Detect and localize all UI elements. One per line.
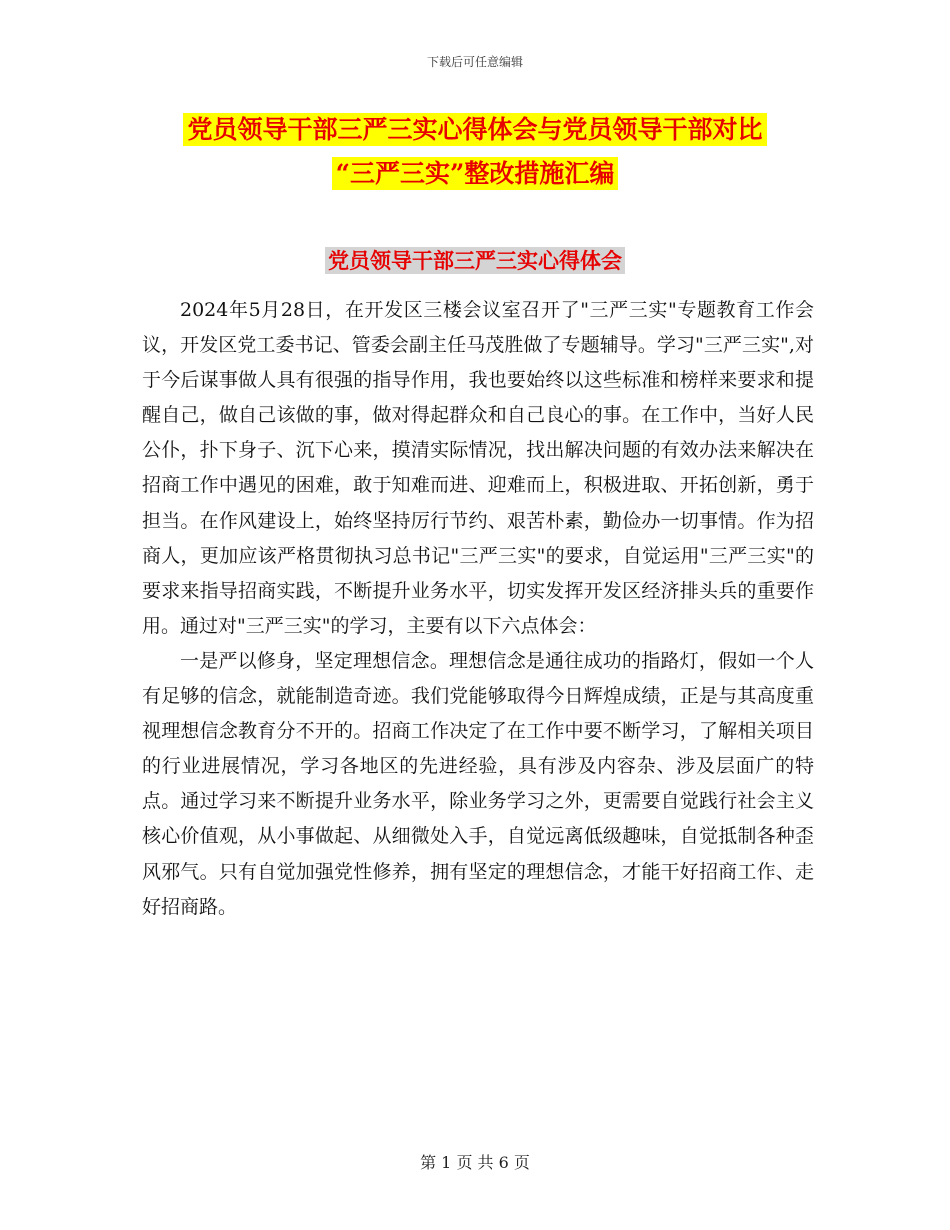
section-title — [0, 244, 950, 278]
paragraph-1: 2024年5月28日，在开发区三楼会议室召开了"三严三实"专题教育工作会议，开发区党工委书记、管委会副主任马茂胜做了专题辅导。学习"三严三实",对于今后谋事做人具有很强的指导作用，我也要始终以这些标准和榜样来要求和提醒自己，做自己该做的事，做对得起群众和自己良心的事。在工作中，当好人民公仆，扑下身子、沉下心来，摸清实际情况，找出解决问题的有效办法来解决在招商工作中遇见的困难，敢于知难而进、迎难而上，积极进取、开拓创新，勇于担当。在作风建设上，始终坚持厉行节约、艰苦朴素，勤俭办一切事情。作为招商人，更加应该严格贯彻执习总书记"三严三实"的要求，自觉运用"三严三实"的要求来指导招商实践，不断提升业务水平，切实发挥开发区经济排头兵的重要作用。通过对"三严三实"的学习，主要有以下六点体会： — [142, 299, 814, 637]
document-body — [142, 293, 814, 925]
title-highlight-1: 党员领导干部三严三实心得体会与党员领导干部对比 — [183, 113, 766, 146]
document-title-line-2 — [140, 154, 810, 194]
page-number: 第 1 页 共 6 页 — [420, 1153, 530, 1172]
page-header-note: 下载后可任意编辑 — [426, 55, 523, 69]
title-highlight-2: “三严三实”整改措施汇编 — [332, 157, 619, 190]
document-title-line-1 — [140, 110, 810, 150]
paragraph-2: 一是严以修身，坚定理想信念。理想信念是通往成功的指路灯，假如一个人有足够的信念，就能制造奇迹。我们党能够取得今日辉煌成绩，正是与其高度重视理想信念教育分不开的。招商工作决定了在工作中要不断学习，了解相关项目的行业进展情况，学习各地区的先进经验，具有涉及内容杂、涉及层面广的特点。通过学习来不断提升业务水平，除业务学习之外，更需要自觉践行社会主义核心价值观，从小事做起、从细微处入手，自觉远离低级趣味，自觉抵制各种歪风邪气。只有自觉加强党性修养，拥有坚定的理想信念，才能干好招商工作、走好招商路。 — [142, 649, 814, 918]
section-title-highlight: 党员领导干部三严三实心得体会 — [325, 247, 625, 274]
